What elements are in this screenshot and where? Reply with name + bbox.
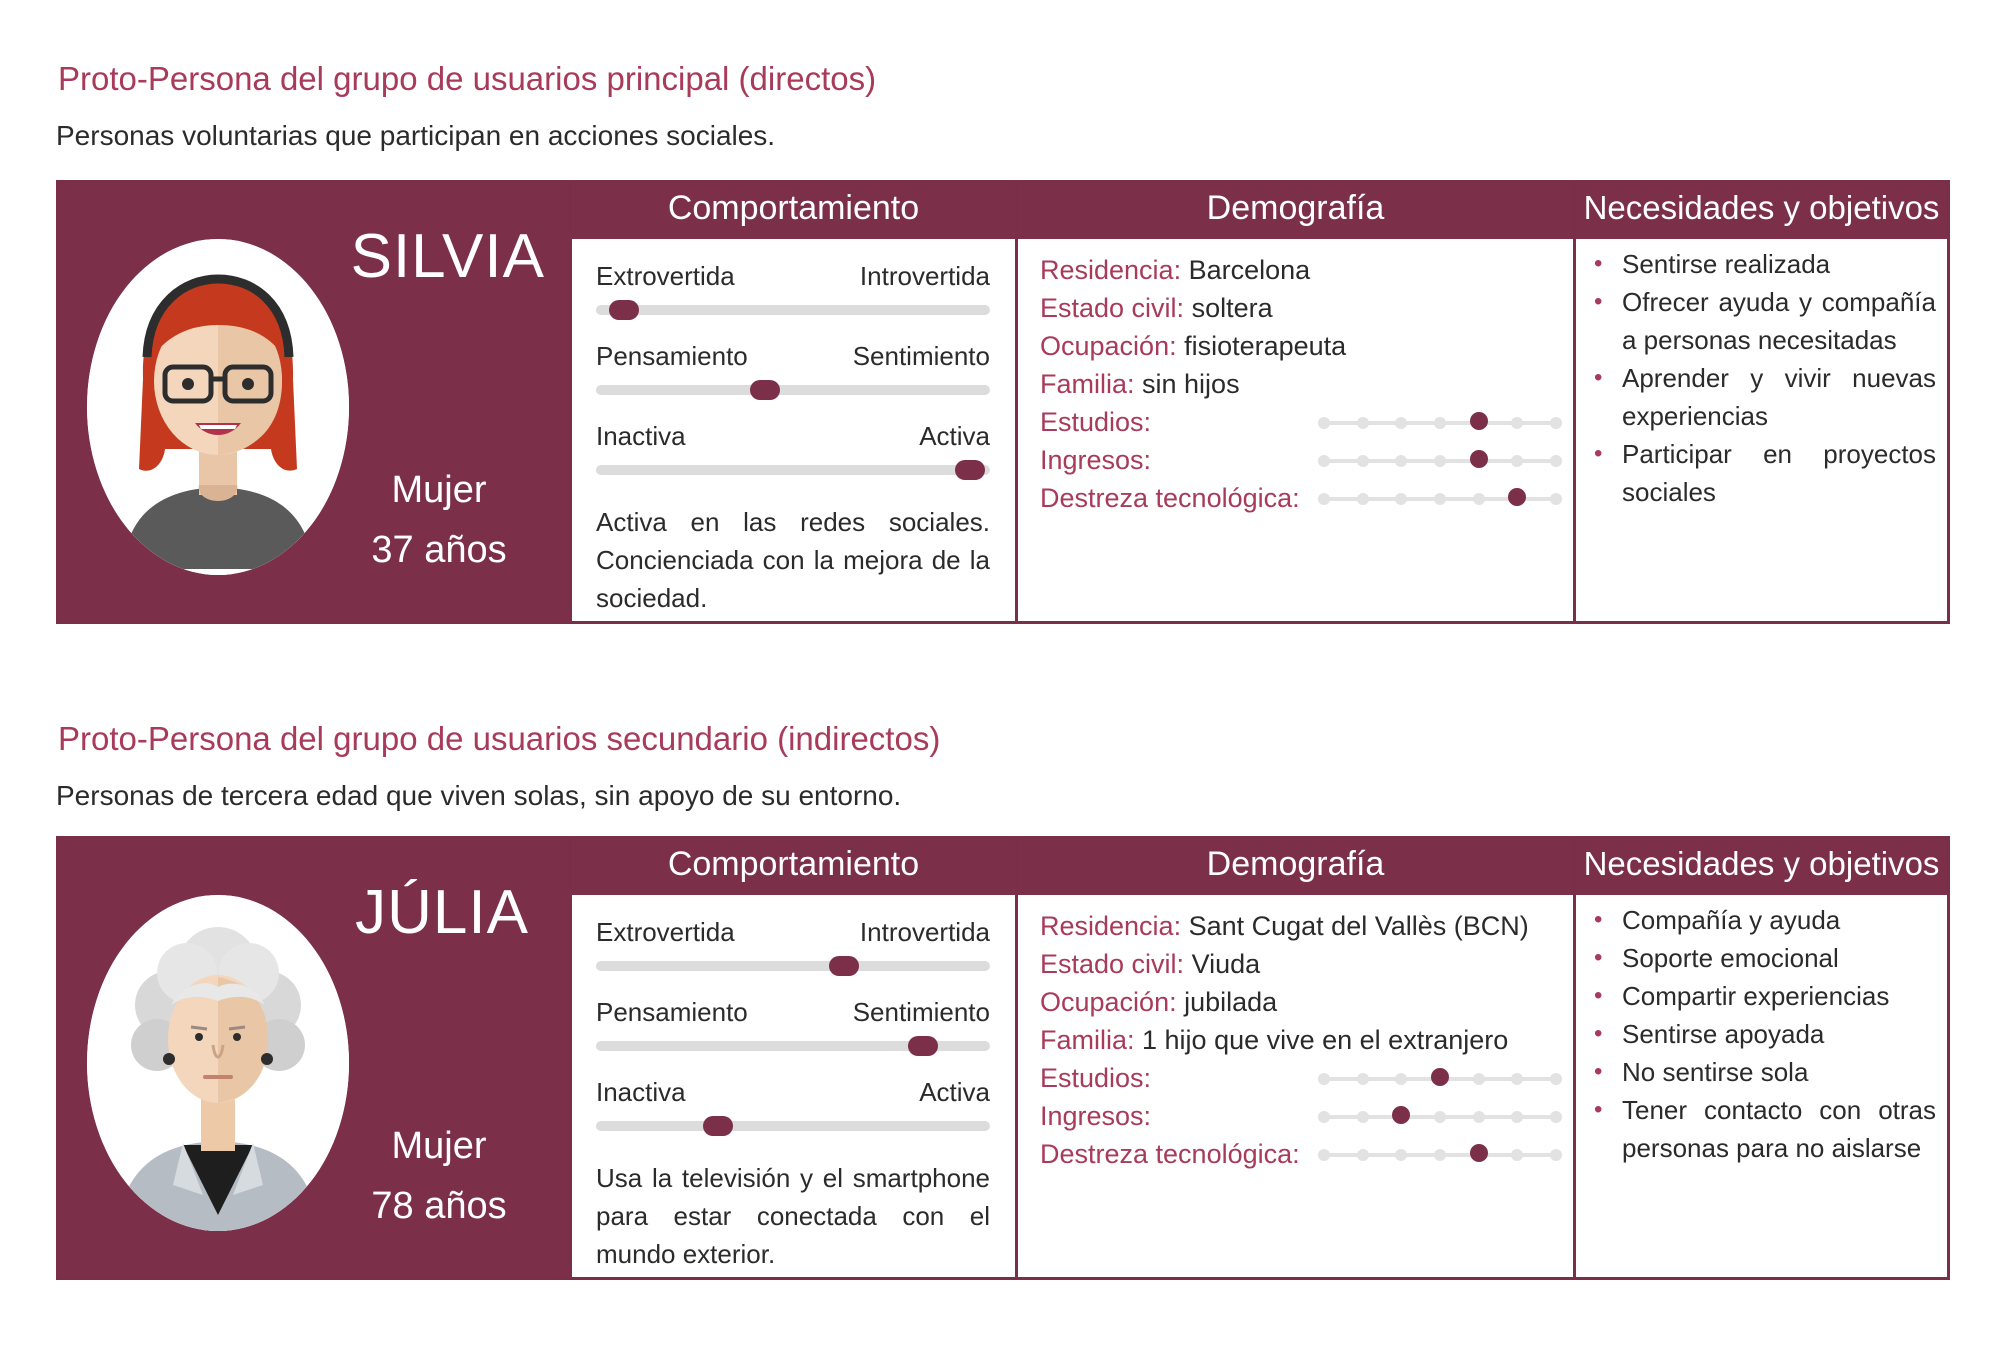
rating-dot — [1473, 1111, 1485, 1123]
need-item: • Sentirse apoyada — [1590, 1015, 1936, 1053]
behavior-column — [569, 839, 1015, 1277]
rating-dot — [1550, 493, 1562, 505]
rating-scale — [1324, 1077, 1556, 1081]
demographic-scale — [1040, 1135, 1560, 1173]
needs-heading: Necesidades y objetivos — [1576, 183, 1947, 239]
demographic-label: Estado civil: — [1040, 293, 1185, 323]
trait-knob — [750, 380, 780, 400]
persona-name: SILVIA — [350, 222, 545, 291]
trait-slider — [596, 1077, 990, 1137]
rating-selected-dot — [1470, 1144, 1488, 1162]
behavior-column — [569, 183, 1015, 621]
demographic-value: Barcelona — [1181, 255, 1311, 285]
section-title: Proto-Persona del grupo de usuarios secundario (indirectos) — [58, 720, 941, 757]
trait-track — [596, 305, 990, 315]
needs-list — [1590, 901, 1936, 1167]
demographic-value: Sant Cugat del Vallès (BCN) — [1181, 911, 1529, 941]
rating-dot — [1357, 493, 1369, 505]
demographic-field — [1040, 907, 1560, 945]
demographics-heading: Demografía — [1018, 183, 1573, 239]
trait-right-label: Sentimiento — [852, 997, 990, 1027]
rating-dot — [1395, 1149, 1407, 1161]
demographics-list — [1040, 251, 1560, 517]
rating-dot — [1511, 1111, 1523, 1123]
demographic-label: Residencia: — [1040, 255, 1182, 285]
rating-dot — [1318, 1149, 1330, 1161]
rating-dot — [1511, 455, 1523, 467]
rating-dot — [1550, 1111, 1562, 1123]
demographic-field — [1040, 1021, 1560, 1059]
rating-dot — [1357, 1111, 1369, 1123]
need-item: • Aprender y vivir nuevas experiencias — [1590, 359, 1936, 435]
scale-label: Estudios: — [1040, 1063, 1152, 1093]
section-subtitle: Personas de tercera edad que viven solas, sin apoyo de su entorno. — [56, 780, 902, 811]
trait-knob — [703, 1116, 733, 1136]
demographics-column — [1015, 839, 1573, 1277]
need-item: • No sentirse sola — [1590, 1053, 1936, 1091]
rating-dot — [1318, 493, 1330, 505]
demographic-field — [1040, 945, 1560, 983]
demographic-value: sin hijos — [1134, 369, 1240, 399]
trait-track — [596, 1121, 990, 1131]
rating-dot — [1395, 1073, 1407, 1085]
demographics-heading: Demografía — [1018, 839, 1573, 895]
need-item: • Compartir experiencias — [1590, 977, 1936, 1015]
rating-dot — [1434, 1111, 1446, 1123]
rating-selected-dot — [1470, 450, 1488, 468]
demographics-column — [1015, 183, 1573, 621]
demographic-scale — [1040, 403, 1560, 441]
trait-knob — [955, 460, 985, 480]
rating-dot — [1357, 455, 1369, 467]
trait-track — [596, 961, 990, 971]
young-woman-avatar-icon — [87, 239, 349, 575]
behavior-description: Usa la televisión y el smartphone para estar conectada con el mundo exterior. — [596, 1163, 990, 1269]
needs-column — [1573, 183, 1947, 621]
scale-label: Ingresos: — [1040, 1101, 1152, 1131]
demographic-field — [1040, 983, 1560, 1021]
demographic-value: 1 hijo que vive en el extranjero — [1134, 1025, 1509, 1055]
rating-dot — [1318, 1111, 1330, 1123]
demographic-label: Familia: — [1040, 369, 1135, 399]
rating-dot — [1550, 417, 1562, 429]
needs-column — [1573, 839, 1947, 1277]
scale-label: Destreza tecnológica: — [1040, 1139, 1300, 1169]
need-item: • Sentirse realizada — [1590, 245, 1936, 283]
trait-slider — [596, 917, 990, 977]
rating-scale — [1324, 497, 1556, 501]
trait-track — [596, 385, 990, 395]
demographic-value: fisioterapeuta — [1176, 331, 1347, 361]
demographic-label: Ocupación: — [1040, 987, 1177, 1017]
trait-left-label: Inactiva — [596, 1077, 686, 1107]
need-item: • Tener contacto con otras personas para no aislarse — [1590, 1091, 1936, 1167]
rating-dot — [1550, 1073, 1562, 1085]
trait-right-label: Introvertida — [859, 917, 990, 947]
scale-label: Estudios: — [1040, 407, 1152, 437]
demographic-label: Familia: — [1040, 1025, 1135, 1055]
demographic-scale — [1040, 479, 1560, 517]
demographic-label: Ocupación: — [1040, 331, 1177, 361]
trait-right-label: Activa — [919, 1077, 990, 1107]
demographic-scale — [1040, 1059, 1560, 1097]
rating-dot — [1473, 1073, 1485, 1085]
rating-dot — [1511, 1149, 1523, 1161]
persona-photo-panel — [59, 183, 569, 621]
rating-dot — [1550, 1149, 1562, 1161]
demographic-value: soltera — [1184, 293, 1273, 323]
demographic-field — [1040, 289, 1560, 327]
scale-label: Ingresos: — [1040, 445, 1152, 475]
scale-label: Destreza tecnológica: — [1040, 483, 1300, 513]
trait-knob — [609, 300, 639, 320]
behavior-description: Activa en las redes sociales. Concienciada con la mejora de la sociedad. — [596, 507, 990, 613]
trait-slider — [596, 261, 990, 321]
rating-selected-dot — [1392, 1106, 1410, 1124]
demographics-list — [1040, 907, 1560, 1173]
trait-slider — [596, 341, 990, 401]
demographic-value: jubilada — [1176, 987, 1278, 1017]
demographic-scale — [1040, 441, 1560, 479]
demographic-scale — [1040, 1097, 1560, 1135]
section-subtitle: Personas voluntarias que participan en acciones sociales. — [56, 120, 776, 151]
rating-scale — [1324, 459, 1556, 463]
trait-right-label: Activa — [919, 421, 990, 451]
elderly-woman-avatar-icon — [87, 895, 349, 1231]
persona-gender: Mujer — [391, 1125, 487, 1167]
section-title: Proto-Persona del grupo de usuarios principal (directos) — [58, 60, 877, 97]
need-item: • Soporte emocional — [1590, 939, 1936, 977]
trait-track — [596, 1041, 990, 1051]
rating-dot — [1357, 1073, 1369, 1085]
persona-age: 78 años — [371, 1185, 507, 1227]
demographic-field — [1040, 327, 1560, 365]
trait-slider — [596, 421, 990, 481]
rating-scale — [1324, 1115, 1556, 1119]
trait-right-label: Sentimiento — [852, 341, 990, 371]
trait-slider — [596, 997, 990, 1057]
rating-scale — [1324, 421, 1556, 425]
rating-scale — [1324, 1153, 1556, 1157]
rating-dot — [1357, 417, 1369, 429]
demographic-field — [1040, 365, 1560, 403]
rating-dot — [1318, 417, 1330, 429]
rating-selected-dot — [1431, 1068, 1449, 1086]
persona-card-silvia — [56, 180, 1950, 624]
persona-age: 37 años — [371, 529, 507, 571]
needs-list — [1590, 245, 1936, 511]
rating-dot — [1395, 493, 1407, 505]
rating-dot — [1511, 417, 1523, 429]
rating-dot — [1434, 417, 1446, 429]
rating-selected-dot — [1508, 488, 1526, 506]
rating-dot — [1395, 417, 1407, 429]
rating-dot — [1434, 1149, 1446, 1161]
rating-dot — [1318, 455, 1330, 467]
need-item: • Ofrecer ayuda y compañía a personas necesitadas — [1590, 283, 1936, 359]
behavior-heading: Comportamiento — [572, 183, 1015, 239]
rating-dot — [1357, 1149, 1369, 1161]
rating-selected-dot — [1470, 412, 1488, 430]
needs-heading: Necesidades y objetivos — [1576, 839, 1947, 895]
trait-left-label: Extrovertida — [596, 261, 735, 291]
rating-dot — [1434, 455, 1446, 467]
trait-left-label: Pensamiento — [596, 341, 748, 371]
persona-photo-panel — [59, 839, 569, 1277]
rating-dot — [1318, 1073, 1330, 1085]
demographic-value: Viuda — [1184, 949, 1261, 979]
rating-dot — [1550, 455, 1562, 467]
rating-dot — [1511, 1073, 1523, 1085]
need-item: • Participar en proyectos sociales — [1590, 435, 1936, 511]
demographic-label: Estado civil: — [1040, 949, 1185, 979]
demographic-label: Residencia: — [1040, 911, 1182, 941]
trait-left-label: Extrovertida — [596, 917, 735, 947]
persona-name: JÚLIA — [355, 878, 529, 947]
persona-gender: Mujer — [391, 469, 487, 511]
rating-dot — [1473, 493, 1485, 505]
trait-knob — [829, 956, 859, 976]
persona-card-julia — [56, 836, 1950, 1280]
trait-right-label: Introvertida — [859, 261, 990, 291]
trait-track — [596, 465, 990, 475]
behavior-heading: Comportamiento — [572, 839, 1015, 895]
demographic-field — [1040, 251, 1560, 289]
need-item: • Compañía y ayuda — [1590, 901, 1936, 939]
rating-dot — [1434, 493, 1446, 505]
trait-left-label: Inactiva — [596, 421, 686, 451]
trait-left-label: Pensamiento — [596, 997, 748, 1027]
trait-knob — [908, 1036, 938, 1056]
rating-dot — [1395, 455, 1407, 467]
